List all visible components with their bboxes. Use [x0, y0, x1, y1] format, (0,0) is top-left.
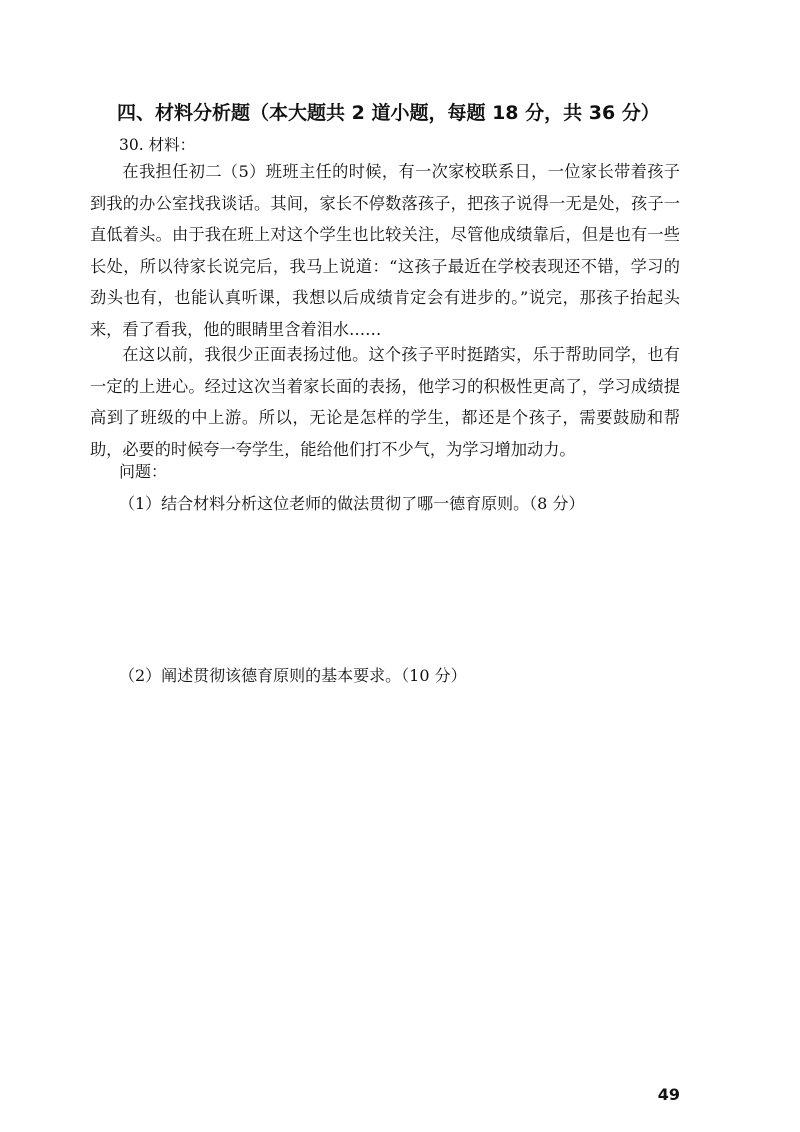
section-heading: 四、材料分析题（本大题共 2 道小题，每题 18 分，共 36 分） — [117, 102, 660, 124]
question-number: 30. 材料： — [119, 136, 196, 154]
sub-question-1: （1）结合材料分析这位老师的做法贯彻了哪一德育原则。（8 分） — [119, 494, 585, 513]
material-paragraph-2: 在这以前，我很少正面表扬过他。这个孩子平时挺踏实，乐于帮助同学，也有一定的上进心。经过这次当着家长面的表扬，他学习的积极性更高了，学习成绩提高到了班级的中上游。所以，无论是怎样的学生，都还是个孩子，需要鼓励和帮助，必要的时候夸一夸学生，能给他们打不少气，为学习增加动力。 — [90, 345, 680, 459]
page-number: 49 — [657, 1085, 680, 1104]
sub-question-2: （2）阐述贯彻该德育原则的基本要求。（10 分） — [119, 666, 467, 685]
questions-label: 问题： — [119, 462, 168, 481]
material-paragraph-1: 在我担任初二（5）班班主任的时候，有一次家校联系日，一位家长带着孩子到我的办公室找我谈话。其间，家长不停数落孩子，把孩子说得一无是处，孩子一直低着头。由于我在班上对这个学生也比较关注，尽管他成绩靠后，但是也有一些长处，所以待家长说完后，我马上说道：“这孩子最近在学校表现还不错，学习的劲头也有，也能认真听课，我想以后成绩肯定会有进步的。”说完，那孩子抬起头来，看了看我，他的眼睛里含着泪水…… — [90, 162, 680, 339]
